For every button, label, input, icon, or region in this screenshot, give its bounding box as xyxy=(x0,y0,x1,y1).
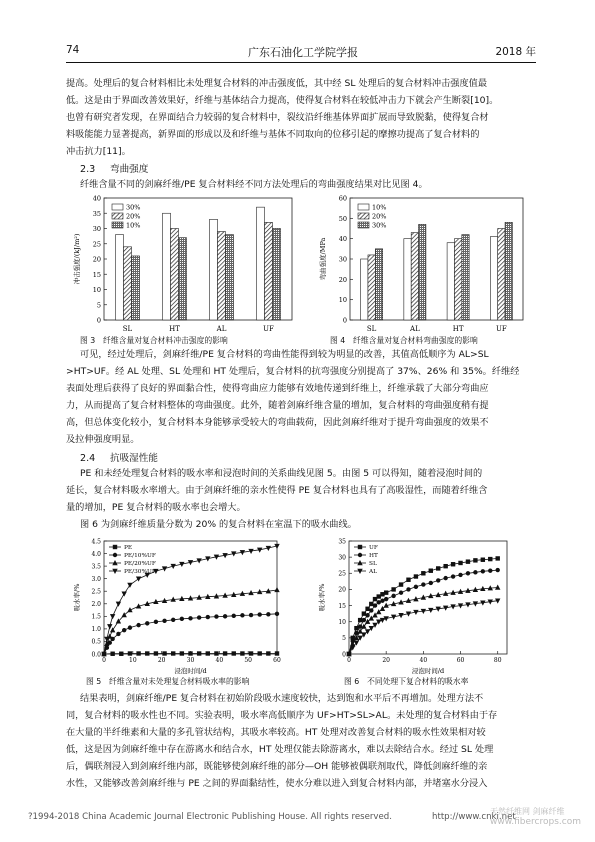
data-point xyxy=(481,569,485,573)
y-tick-label: 1.0 xyxy=(91,626,101,634)
y-tick-label: 20 xyxy=(92,255,101,264)
x-tick-label: 40 xyxy=(419,657,428,664)
data-point xyxy=(145,652,149,656)
data-point xyxy=(414,575,418,579)
data-point xyxy=(206,615,210,619)
data-point xyxy=(163,652,167,656)
data-point xyxy=(266,652,270,656)
x-tick-label: 20 xyxy=(157,657,166,664)
y-tick-label: 4.5 xyxy=(91,538,101,546)
bar xyxy=(411,233,418,320)
watermark-url: www.fibercrops.com xyxy=(490,817,581,827)
text-line: 同，复合材料的吸水性也不同。实验表明，吸水率高低顺序为 UF>HT>SL>AL。未处理的复合材料由于存 xyxy=(66,710,498,721)
data-point xyxy=(223,652,227,656)
data-point xyxy=(137,652,141,656)
paragraph-absorption-discussion xyxy=(66,690,538,792)
y-tick-label: 2.0 xyxy=(91,601,101,609)
text-line: 及拉伸强度明显。 xyxy=(66,434,140,445)
data-point xyxy=(154,620,158,624)
data-point xyxy=(366,607,370,611)
data-point xyxy=(488,569,492,573)
figure-4-caption: 图 4 纤维含量对复合材料弯曲强度的影响 xyxy=(330,336,478,345)
data-point xyxy=(436,567,440,571)
data-point xyxy=(421,583,425,587)
x-tick-label: 0 xyxy=(347,657,351,664)
y-tick-label: 20 xyxy=(338,586,346,594)
text-line: 料吸能能力显著提高，新界面的形成以及和纤维与基体不同取向的位移引起的摩擦功提高了复合材料的 xyxy=(66,129,480,140)
data-point xyxy=(154,652,158,656)
data-point xyxy=(444,564,448,568)
section-title: 抗吸湿性能 xyxy=(110,453,158,464)
data-point xyxy=(459,561,463,565)
bar xyxy=(178,238,186,320)
data-point xyxy=(110,628,114,632)
data-point xyxy=(136,577,140,581)
data-point xyxy=(429,581,433,585)
bar xyxy=(272,229,280,321)
data-point xyxy=(421,571,425,575)
data-point xyxy=(399,583,403,587)
y-axis-label: 吸水率/% xyxy=(318,583,326,612)
y-tick-label: 3.5 xyxy=(91,563,101,571)
section-heading-2-4 xyxy=(80,450,158,464)
legend-swatch xyxy=(358,204,369,210)
y-tick-label: 15 xyxy=(92,270,101,279)
data-point xyxy=(171,652,175,656)
data-point xyxy=(232,614,236,618)
data-point xyxy=(180,652,184,656)
x-tick-label: AL xyxy=(216,325,227,333)
data-point xyxy=(407,588,411,592)
data-point xyxy=(384,597,388,601)
text-line: 水性，又能够改善剑麻纤维与 PE 之间的界面黏结性，使水分难以进入到复合材料内部，并堵塞水分浸入 xyxy=(66,778,488,789)
data-point xyxy=(474,570,478,574)
data-point xyxy=(358,625,362,629)
text-line: 高，但总体变化较小，复合材料本身能够承受较大的弯曲载荷，因此剑麻纤维对于提升弯曲强度的效果不 xyxy=(66,417,489,428)
figure-5-chart xyxy=(70,533,285,676)
data-point xyxy=(197,652,201,656)
data-point xyxy=(206,652,210,656)
x-tick-label: HT xyxy=(169,325,180,333)
data-point xyxy=(137,623,141,627)
data-point xyxy=(392,594,396,598)
data-point xyxy=(111,652,115,656)
x-axis-label: 浸泡时间/d xyxy=(174,667,207,675)
paragraph-impact-discussion xyxy=(66,75,538,160)
journal-title: 广东石油化工学院学报 xyxy=(248,46,358,59)
bar xyxy=(490,237,497,320)
data-point xyxy=(451,562,455,566)
data-point xyxy=(496,557,500,561)
legend-label: 10% xyxy=(372,203,387,212)
data-point xyxy=(362,612,366,616)
data-point xyxy=(113,553,117,557)
figure-6 xyxy=(315,533,515,680)
data-point xyxy=(373,604,377,608)
bar xyxy=(404,239,411,320)
y-tick-label: 10 xyxy=(338,296,347,305)
data-point xyxy=(215,615,219,619)
legend-swatch xyxy=(358,222,369,228)
x-tick-label: UF xyxy=(263,325,274,333)
legend-label: PE/10%UF xyxy=(124,553,156,560)
data-point xyxy=(275,588,279,592)
data-point xyxy=(466,560,470,564)
data-point xyxy=(362,618,366,622)
text-line: 纤维含量不同的剑麻纤维/PE 复合材料经不同方法处理后的弯曲强度结果对比见图 4。 xyxy=(80,179,428,190)
paragraph-flexural-discussion xyxy=(66,346,538,448)
text-line: 延长，复合材料吸水率增大。由于剑麻纤维的亲水性使得 PE 复合材料也具有了高吸湿性，而随着纤维含 xyxy=(66,485,488,496)
data-point xyxy=(232,652,236,656)
x-tick-label: SL xyxy=(122,325,133,333)
text-line: 后，偶联剂浸入到剑麻纤维内部，既能够使剑麻纤维的部分—OH 能够被偶联剂取代，降低剑麻纤维的亲 xyxy=(66,761,488,772)
data-point xyxy=(108,624,112,628)
x-tick-label: 60 xyxy=(456,657,465,664)
text-line: 冲击抗力[11]。 xyxy=(66,146,131,157)
x-tick-label: AL xyxy=(410,325,420,333)
y-axis-label: 弯曲强度/MPa xyxy=(319,237,327,281)
data-point xyxy=(355,626,359,630)
y-tick-label: 0 xyxy=(96,316,101,325)
section-number: 2.4 xyxy=(80,453,96,464)
data-point xyxy=(249,652,253,656)
y-tick-label: 10 xyxy=(92,286,101,294)
section-title: 弯曲强度 xyxy=(110,164,149,175)
y-tick-label: 5 xyxy=(342,635,346,643)
data-point xyxy=(358,553,362,557)
x-tick-label: SL xyxy=(366,325,377,333)
y-tick-label: 40 xyxy=(338,235,347,244)
y-tick-label: 2.5 xyxy=(91,588,101,596)
legend-label: 30% xyxy=(372,221,387,230)
data-point xyxy=(116,602,120,606)
data-point xyxy=(444,576,448,580)
data-point xyxy=(275,612,279,616)
x-tick-label: 80 xyxy=(493,657,502,664)
bar xyxy=(361,259,368,320)
y-tick-label: 60 xyxy=(338,194,347,203)
bar xyxy=(265,222,273,320)
data-point xyxy=(266,612,270,616)
text-line: PE 和未经处理复合材料的吸水率和浸泡时间的关系曲线见图 5。由图 5 可以得知，随着浸泡时间的 xyxy=(80,468,483,479)
bar xyxy=(210,219,218,320)
data-point xyxy=(119,652,123,656)
data-point xyxy=(392,588,396,592)
legend-label: 20% xyxy=(126,212,141,221)
data-point xyxy=(451,575,455,579)
figure-4-chart xyxy=(316,190,531,340)
bar xyxy=(447,243,454,320)
paragraph-2-4 xyxy=(66,465,538,533)
x-tick-label: 40 xyxy=(215,657,224,664)
bar xyxy=(462,235,469,320)
data-point xyxy=(189,616,193,620)
watermark-text: 天然纤维网 剑麻纤维 xyxy=(490,807,565,816)
data-point xyxy=(171,618,175,622)
data-point xyxy=(429,569,433,573)
legend-label: 30% xyxy=(126,203,141,212)
x-tick-label: 20 xyxy=(382,657,390,664)
text-line: 量的增加，PE 复合材料的吸水率也会增大。 xyxy=(66,502,246,513)
footer-url: http://www.cnki.net xyxy=(432,812,516,822)
data-point xyxy=(358,618,362,622)
legend-label: UF xyxy=(369,545,378,552)
legend-label: PE/20%UF xyxy=(124,561,156,568)
data-point xyxy=(197,616,201,620)
y-axis-label: 吸水率/% xyxy=(73,583,81,612)
legend-label: 10% xyxy=(126,221,141,230)
data-point xyxy=(384,591,388,595)
x-tick-label: HT xyxy=(452,325,464,333)
text-line: 表面处理后获得了良好的界面黏合性，使得弯曲应力能够有效地传递到纤维上，纤维承载了大部分弯曲应 xyxy=(66,383,489,394)
data-point xyxy=(215,652,219,656)
y-tick-label: 0 xyxy=(342,651,346,659)
data-point xyxy=(180,617,184,621)
text-line: 也曾有研究者发现，在界面结合力较弱的复合材料中，裂纹沿纤维基体界面扩展而导致脱黏，使得复合材 xyxy=(66,112,489,123)
y-tick-label: 30 xyxy=(338,255,347,264)
text-line: 低。这是由于界面改善效果好，纤维与基体结合力提高，使得复合材料在较低冲击力下就会产生断裂[10]。 xyxy=(66,95,499,106)
legend-label: HT xyxy=(369,553,378,560)
data-point xyxy=(163,619,167,623)
figure-6-chart xyxy=(315,533,515,676)
bar xyxy=(257,207,265,320)
legend-label: PE/30%UF xyxy=(124,569,156,576)
data-point xyxy=(381,592,385,596)
text-line: 低，这是因为剑麻纤维中存在游离水和结合水，HT 处理仅能去除游离水，难以去除结合水。经过 SL 处理 xyxy=(66,744,494,755)
text-line: 力，从而提高了复合材料整体的弯曲强度。此外，随着剑麻纤维含量的增加，复合材料的弯曲强度稍有提 xyxy=(66,400,489,411)
y-tick-label: 0.0 xyxy=(91,651,101,659)
figure-6-caption: 图 6 不同处理下复合材料的吸水率 xyxy=(344,677,469,686)
data-point xyxy=(381,599,385,603)
footer-copyright: ?1994-2018 China Academic Journal Electronic Publishing House. All rights reserved. xyxy=(28,812,392,822)
figure-5 xyxy=(70,533,285,680)
data-point xyxy=(275,652,279,656)
text-line: 图 6 为剑麻纤维质量分数为 20% 的复合材料在室温下的吸水曲线。 xyxy=(80,519,357,530)
bar xyxy=(505,222,512,320)
bar xyxy=(498,229,505,321)
x-axis-label: 浸泡时间/d xyxy=(411,667,445,675)
data-point xyxy=(407,578,411,582)
figure-5-caption: 图 5 纤维含量对未处理复合材料吸水率的影响 xyxy=(86,677,250,686)
bar xyxy=(116,235,124,320)
y-tick-label: 10 xyxy=(338,619,346,627)
data-point xyxy=(117,632,121,636)
data-point xyxy=(414,585,418,589)
y-tick-label: 5 xyxy=(96,301,101,310)
data-point xyxy=(377,595,381,599)
bar xyxy=(419,224,426,320)
bar xyxy=(454,239,461,320)
data-point xyxy=(189,652,193,656)
bar xyxy=(368,255,375,320)
data-point xyxy=(258,652,262,656)
x-tick-label: UF xyxy=(495,325,507,333)
figure-4 xyxy=(316,190,531,344)
y-tick-label: 30 xyxy=(338,554,346,562)
header-rule xyxy=(66,62,536,63)
data-point xyxy=(366,613,370,617)
text-line: 提高。处理后的复合材料相比未处理复合材料的冲击强度低，其中经 SL 处理后的复合材料冲击强度值最 xyxy=(66,78,488,89)
data-point xyxy=(249,613,253,617)
x-tick-label: 30 xyxy=(186,657,195,664)
data-point xyxy=(377,600,381,604)
data-point xyxy=(258,613,262,617)
data-point xyxy=(241,613,245,617)
bar xyxy=(225,235,233,320)
bar xyxy=(375,249,382,320)
x-tick-label: 0 xyxy=(102,657,106,664)
x-tick-label: 50 xyxy=(244,657,252,664)
page-number: 74 xyxy=(66,44,80,56)
data-point xyxy=(488,557,492,561)
data-point xyxy=(122,592,126,596)
y-tick-label: 20 xyxy=(338,275,347,284)
figure-3-chart xyxy=(70,190,300,340)
data-point xyxy=(128,626,132,630)
data-point xyxy=(223,614,227,618)
data-point xyxy=(145,621,149,625)
legend-swatch xyxy=(112,204,123,210)
data-point xyxy=(113,545,117,549)
x-tick-label: 60 xyxy=(273,657,281,664)
data-point xyxy=(128,652,132,656)
data-point xyxy=(481,558,485,562)
legend-swatch xyxy=(112,222,123,228)
y-tick-label: 30 xyxy=(92,225,101,233)
data-point xyxy=(459,573,463,577)
data-point xyxy=(369,602,373,606)
y-tick-label: 0.5 xyxy=(91,638,101,646)
y-tick-label: 3.0 xyxy=(91,575,101,583)
y-tick-label: 35 xyxy=(92,209,101,218)
data-point xyxy=(496,568,500,572)
text-line: 在大量的半纤维素和大量的多孔管状结构，其吸水率较高。HT 处理对改善复合材料的吸水性效果相对较 xyxy=(66,727,486,738)
journal-year: 2018 年 xyxy=(495,46,536,58)
data-point xyxy=(466,571,470,575)
data-point xyxy=(358,545,362,549)
bar xyxy=(163,213,171,320)
data-point xyxy=(241,652,245,656)
running-header xyxy=(66,44,536,58)
legend-label: PE xyxy=(124,545,133,552)
y-tick-label: 25 xyxy=(338,570,346,578)
y-tick-label: 15 xyxy=(338,602,346,610)
legend-swatch xyxy=(358,213,369,219)
legend-label: SL xyxy=(369,561,377,568)
data-point xyxy=(373,597,377,601)
data-point xyxy=(369,609,373,613)
data-point xyxy=(399,591,403,595)
y-tick-label: 35 xyxy=(338,538,346,546)
y-tick-label: 40 xyxy=(92,194,101,203)
bar xyxy=(124,247,132,320)
bar xyxy=(131,256,139,320)
section-heading-2-3 xyxy=(80,161,148,175)
text-line: 可见，经过处理后，剑麻纤维/PE 复合材料的弯曲性能得到较为明显的改善，其值高低顺序为 AL>SL xyxy=(80,349,489,360)
y-tick-label: 50 xyxy=(338,214,347,223)
bar xyxy=(171,229,179,321)
y-tick-label: 0 xyxy=(342,316,347,325)
y-axis-label: 冲击强度/(kJ/m²) xyxy=(73,233,81,285)
bar xyxy=(218,232,226,320)
data-point xyxy=(474,558,478,562)
data-point xyxy=(110,614,114,618)
figure-3 xyxy=(70,190,300,344)
data-point xyxy=(436,578,440,582)
y-tick-label: 25 xyxy=(92,240,101,249)
y-tick-label: 1.5 xyxy=(91,613,101,621)
legend-label: 20% xyxy=(372,212,387,221)
data-point xyxy=(122,628,126,632)
legend-swatch xyxy=(112,213,123,219)
legend-label: AL xyxy=(369,569,378,576)
section-number: 2.3 xyxy=(80,164,96,175)
text-line: >HT>UF。经 AL 处理、SL 处理和 HT 处理后，复合材料的抗弯强度分别提高了 37%、26% 和 35%。纤维经 xyxy=(66,366,520,377)
x-tick-label: 10 xyxy=(129,657,137,664)
figure-3-caption: 图 3 纤维含量对复合材料冲击强度的影响 xyxy=(80,336,228,345)
y-tick-label: 4.0 xyxy=(91,550,101,558)
text-line: 结果表明，剑麻纤维/PE 复合材料在初始阶段吸水速度较快，达到饱和水平后不再增加。处理方法不 xyxy=(80,693,484,704)
